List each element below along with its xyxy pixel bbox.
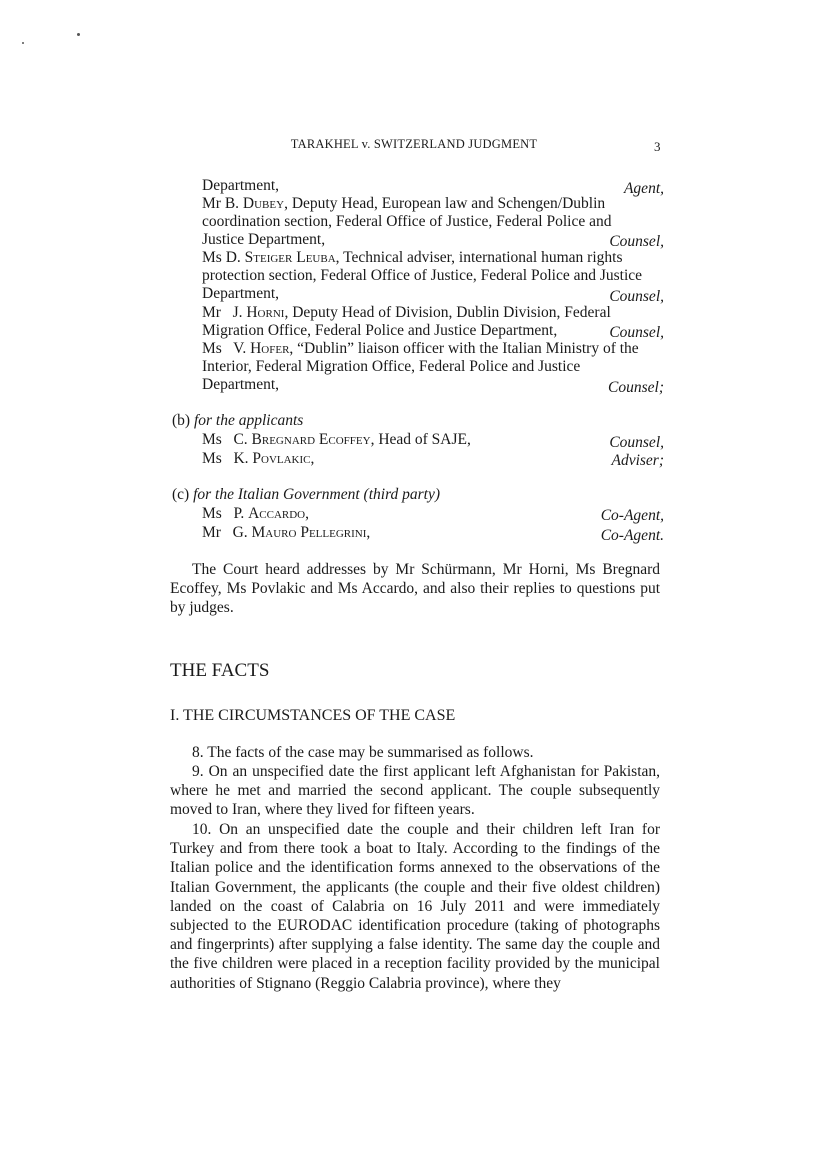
page-number: 3 [654, 139, 661, 154]
delegation-line: Department, [202, 376, 280, 393]
paragraph-9: 9. On an unspecified date the first applicant left Afghanistan for Pakistan, where he met and married the second applicant. The couple subsequently moved to Iran, where they lived for fifteen years. [170, 763, 660, 819]
delegation-line: Department, [202, 285, 280, 302]
applicant-line: Ms K. Povlakic, [202, 450, 315, 467]
third-party-line: Mr G. Mauro Pellegrini, [202, 524, 371, 541]
person-name: Mauro Pellegrini [251, 524, 367, 541]
delegation-line: Migration Office, Federal Police and Justice Department, [202, 322, 558, 339]
delegation-line: Department, [202, 177, 280, 194]
person-name: Accardo [248, 505, 306, 522]
delegation-line: Justice Department, [202, 231, 326, 248]
third-party-line: Ms P. Accardo, [202, 505, 310, 522]
role-label: Adviser; [611, 452, 664, 469]
role-label: Counsel, [609, 324, 664, 341]
section-title: THE FACTS [170, 660, 270, 681]
paragraph-8: 8. The facts of the case may be summarised as follows. [192, 744, 534, 761]
role-label: Counsel; [608, 379, 664, 396]
delegation-line: Mr B. Dubey, Deputy Head, European law and Schengen/Dublin [202, 195, 606, 212]
person-name: Steiger Leuba [244, 249, 336, 266]
delegation-line: Ms V. Hofer, “Dublin” liaison officer with the Italian Ministry of the [202, 340, 639, 357]
delegation-line: Ms D. Steiger Leuba, Technical adviser, international human rights [202, 249, 623, 266]
role-label: Co-Agent. [600, 527, 664, 544]
delegation-line: protection section, Federal Office of Justice, Federal Police and Justice [202, 267, 643, 284]
delegation-line: coordination section, Federal Office of Justice, Federal Police and [202, 213, 612, 230]
section-heading: (c) for the Italian Government (third party) [172, 486, 441, 503]
paragraph-10: 10. On an unspecified date the couple and their children left Iran for Turkey and from there took a boat to Italy. According to the findings of the Italian police and the identification forms annexed to the observations of the Italian Government, the applicants (the couple and their five oldest children) landed on the coast of Calabria on 16 July 2011 and were immediately subjected to the EURODAC identification procedure (taking of photographs and fingerprints) after supplying a false identity. The same day the couple and the five children were placed in a reception facility provided by the municipal authorities of Stignano (Reggio Calabria province), where they [170, 821, 660, 992]
running-title: TARAKHEL v. SWITZERLAND JUDGMENT [290, 137, 538, 151]
delegation-line: Mr J. Horni, Deputy Head of Division, Dublin Division, Federal [202, 304, 611, 321]
role-label: Co-Agent, [600, 507, 664, 524]
hearing-paragraph: The Court heard addresses by Mr Schürmann, Mr Horni, Ms Bregnard Ecoffey, Ms Povlakic and Ms Accardo, and also their replies to questions put by judges. [170, 561, 660, 617]
role-label: Counsel, [609, 434, 664, 451]
section-heading: (b) for the applicants [172, 412, 304, 429]
scan-speck [22, 42, 24, 44]
role-label: Counsel, [609, 233, 664, 250]
person-name: Povlakic [252, 450, 311, 467]
person-name: Horni [246, 304, 285, 321]
role-label: Agent, [623, 180, 664, 197]
delegation-line: Interior, Federal Migration Office, Federal Police and Justice [202, 358, 581, 375]
scan-speck [77, 33, 80, 36]
role-label: Counsel, [609, 288, 664, 305]
person-name: Hofer [250, 340, 290, 357]
applicant-line: Ms C. Bregnard Ecoffey, Head of SAJE, [202, 431, 471, 448]
person-name: Dubey [242, 195, 285, 212]
subsection-title: I. THE CIRCUMSTANCES OF THE CASE [170, 707, 456, 724]
person-name: Bregnard Ecoffey [251, 431, 371, 448]
